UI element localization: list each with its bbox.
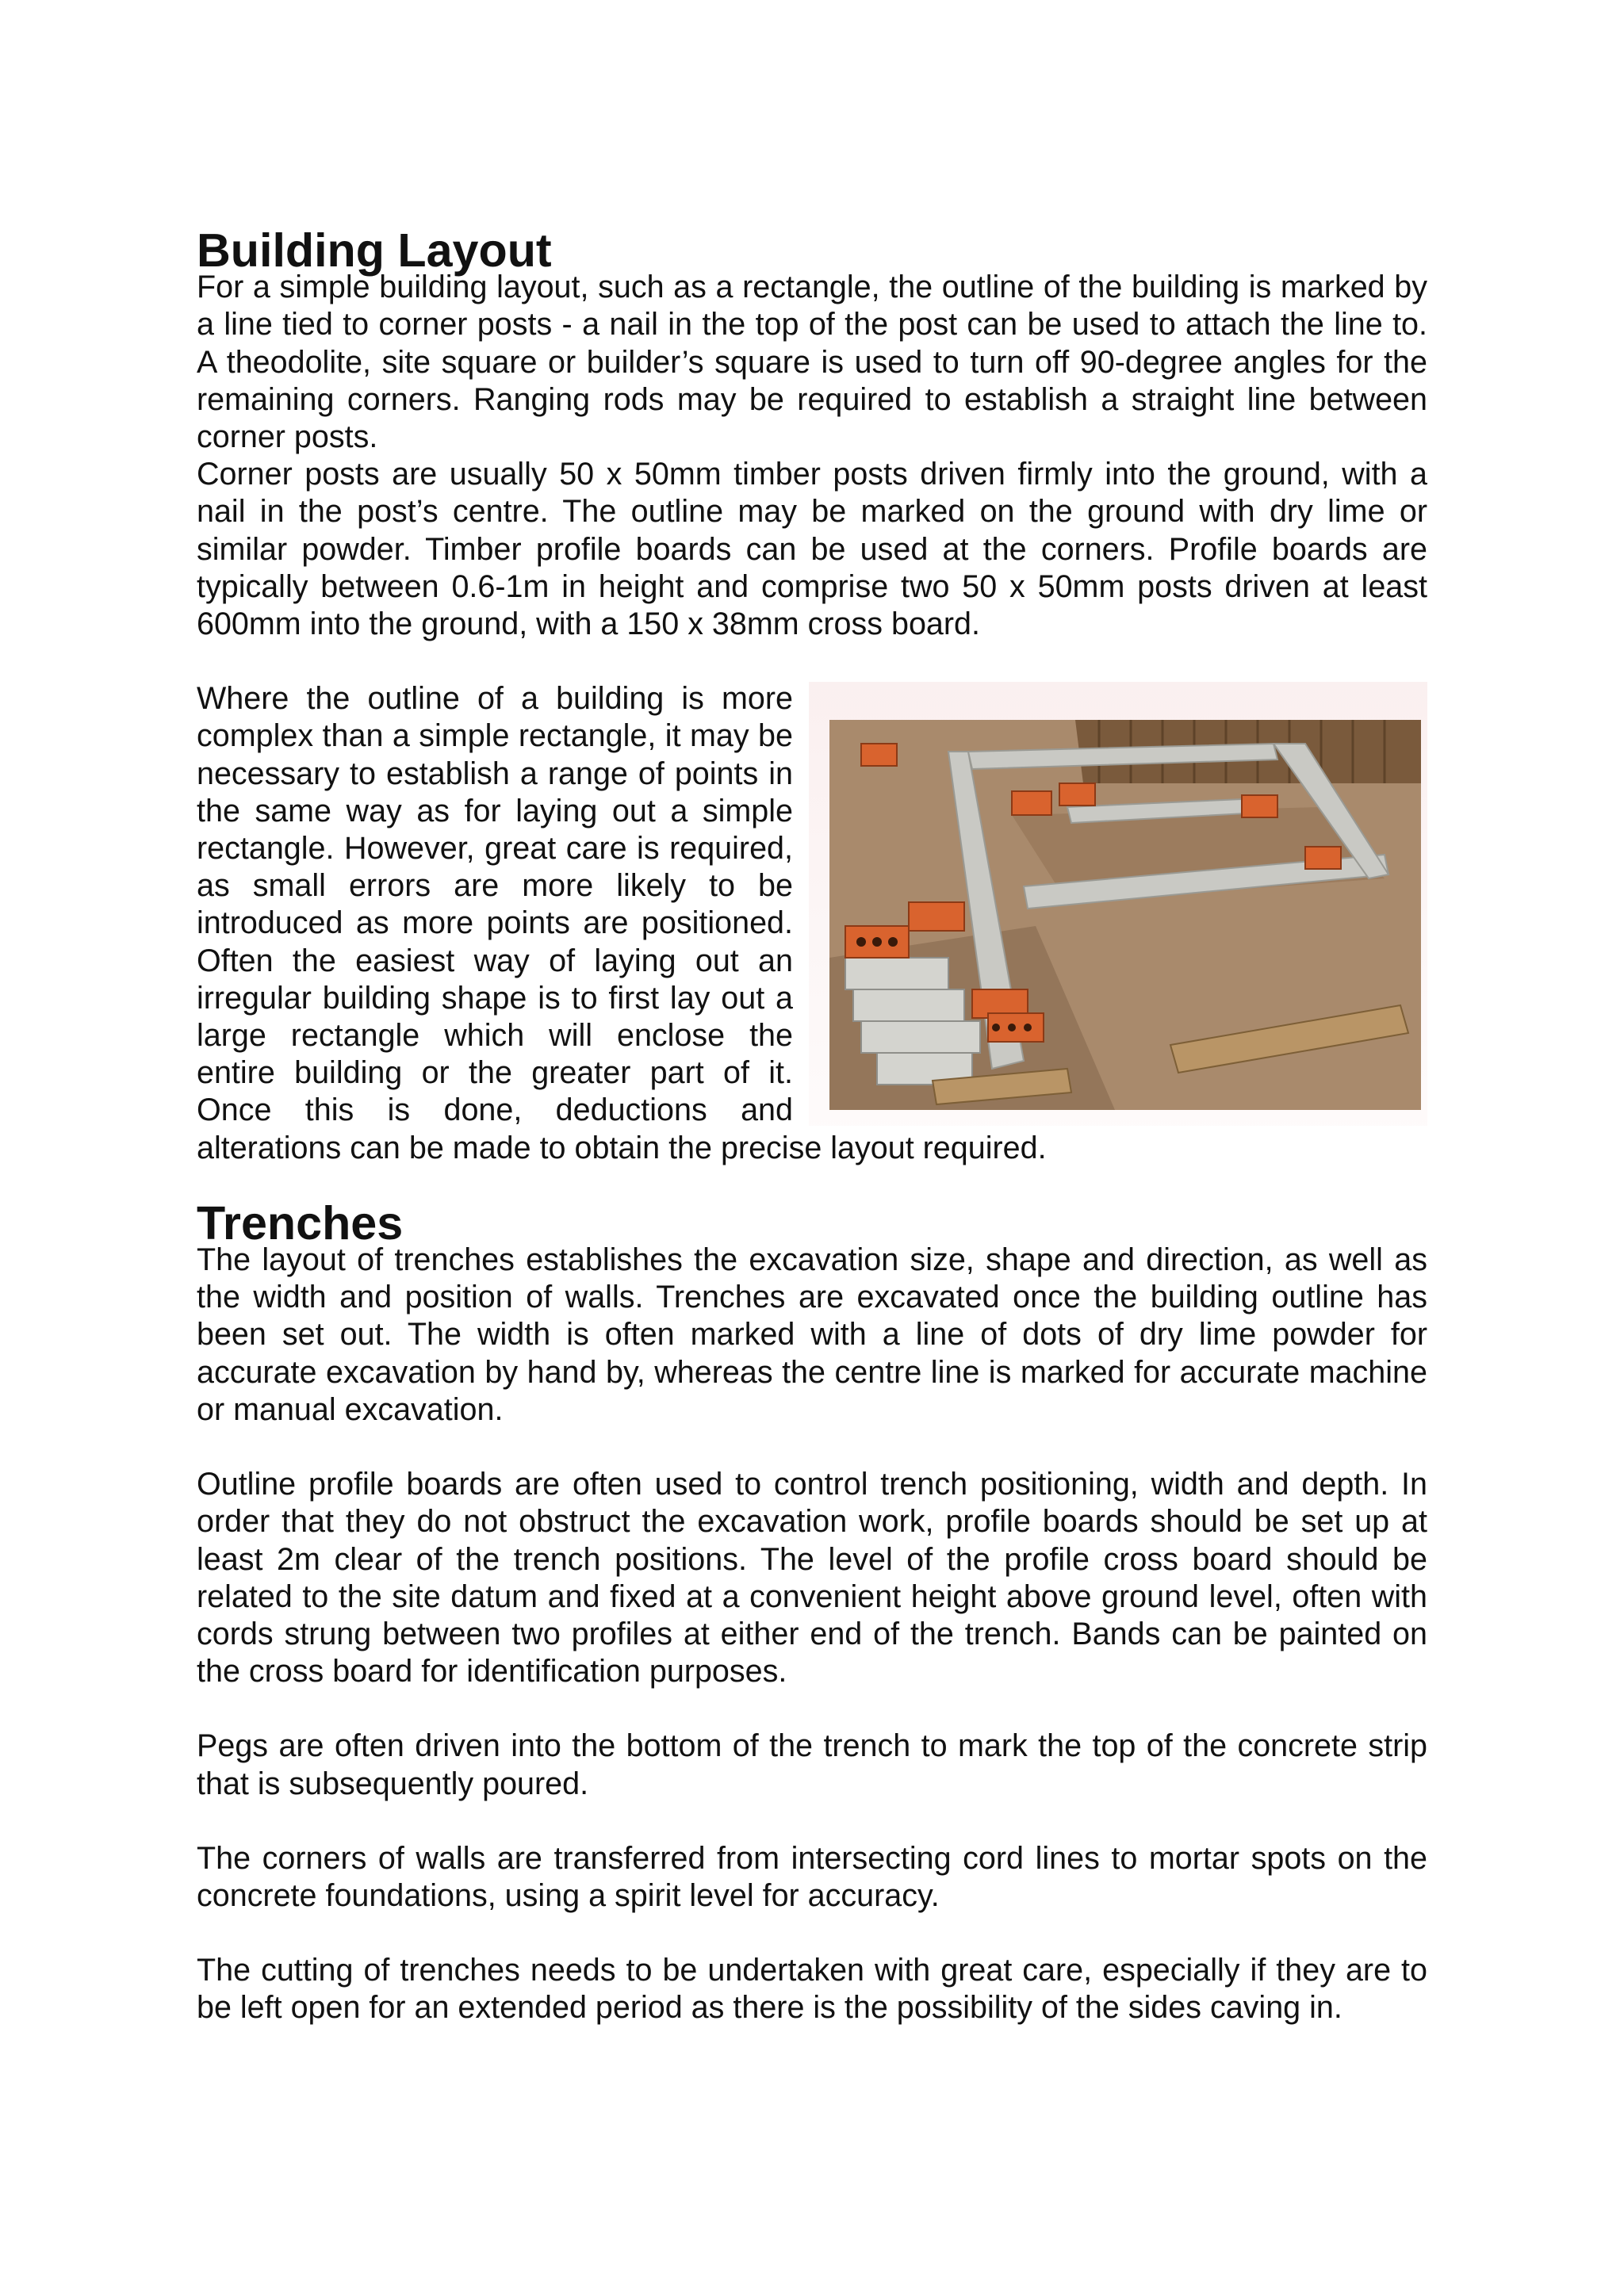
heading-building-layout: Building Layout bbox=[197, 224, 552, 277]
paragraph-gap bbox=[197, 1429, 1427, 1466]
foundation-photo bbox=[829, 720, 1421, 1110]
foundation-photo-illustration bbox=[829, 720, 1421, 1110]
paragraph-gap bbox=[197, 1803, 1427, 1840]
heading-trenches: Trenches bbox=[197, 1196, 404, 1249]
paragraph-building-layout-3 bbox=[197, 680, 1427, 1167]
paragraph-building-layout-2: Corner posts are usually 50 x 50mm timber posts driven firmly into the ground, with a nail in the post’s centre. The outline may be marked on the ground with dry lime or similar powder. Timber profile boards can be used at the corners. Profile boards are typically between 0.6-1m in height and comprise two 50 x 50mm posts driven at least 600mm into the ground, with a 150 x 38mm cross board. bbox=[197, 457, 1427, 642]
document-page bbox=[197, 224, 1427, 2027]
paragraph-trenches-2: Outline profile boards are often used to control trench positioning, width and depth. In order that they do not obstruct the excavation work, profile boards should be set up at least 2m clear of the trench positions. The level of the profile cross board should be related to the site datum and fixed at a convenient height above ground level, often with cords strung between two profiles at either end of the trench. Bands can be painted on the cross board for identification purposes. bbox=[197, 1467, 1427, 1689]
paragraph-building-layout-3-text: Where the outline of a building is more complex than a simple rectangle, it may be necessary to establish a range of points in the same way as for laying out a simple rectangle. However, great care is required, as small errors are more likely to be introduced as more points are positioned. Often the easiest way of laying out an irregular building shape is to first lay out a large rectangle which will enclose the entire building or the greater part of it. Once this is done, deductions and alterations can be made to obtain the precise layout required. bbox=[197, 681, 1047, 1165]
paragraph-trenches-4: The corners of walls are transferred from intersecting cord lines to mortar spots on the concrete foundations, using a spirit level for accuracy. bbox=[197, 1840, 1427, 1913]
paragraph-trenches-1: The layout of trenches establishes the excavation size, shape and direction, as well as the width and position of walls. Trenches are excavated once the building outline has been set out. The width is often marked with a line of dots of dry lime powder for accurate excavation by hand by, whereas the centre line is marked for accurate machine or manual excavation. bbox=[197, 1242, 1427, 1427]
paragraph-gap bbox=[197, 1690, 1427, 1728]
paragraph-gap bbox=[197, 1915, 1427, 1952]
foundation-photo-figure bbox=[809, 682, 1427, 1126]
paragraph-trenches-5: The cutting of trenches needs to be undertaken with great care, especially if they are to be left open for an extended period as there is the possibility of the sides caving in. bbox=[197, 1953, 1427, 2026]
paragraph-trenches-3: Pegs are often driven into the bottom of the trench to mark the top of the concrete strip that is subsequently poured. bbox=[197, 1728, 1427, 1801]
paragraph-building-layout-1: For a simple building layout, such as a rectangle, the outline of the building is marked by a line tied to corner posts - a nail in the top of the post can be used to attach the line to. A theodolite, site square or builder’s square is used to turn off 90-degree angles for the remaining corners. Ranging rods may be required to establish a straight line between corner posts. bbox=[197, 270, 1427, 455]
paragraph-gap bbox=[197, 643, 1427, 680]
